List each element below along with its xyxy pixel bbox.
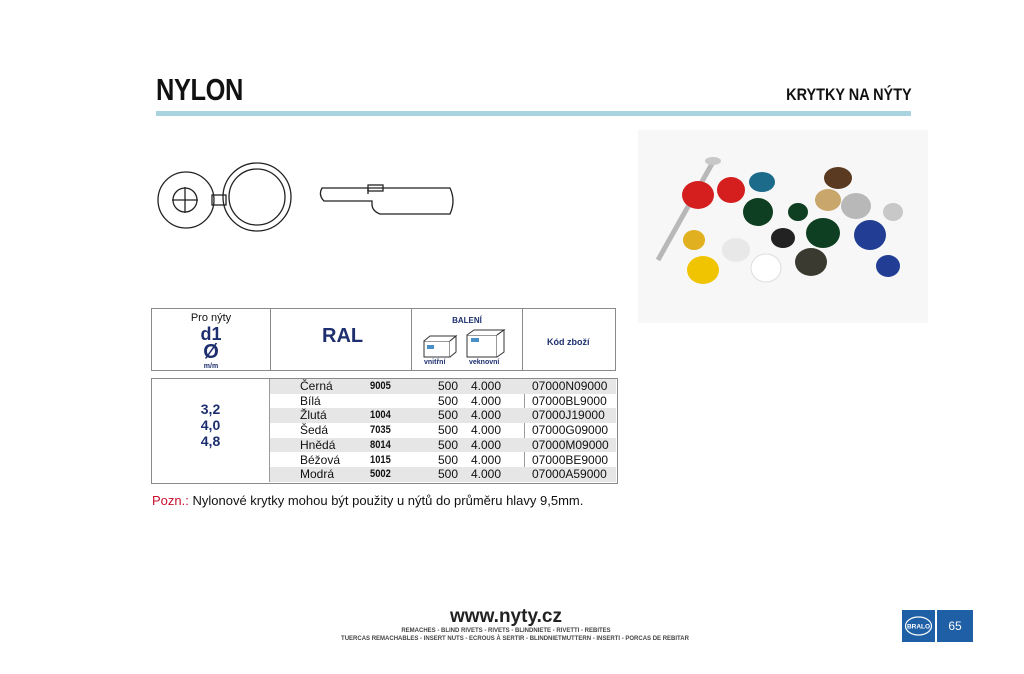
header-kod xyxy=(523,309,615,370)
bralo-logo-icon xyxy=(902,610,935,642)
logo-text: BRALO xyxy=(906,623,931,631)
table-row xyxy=(270,453,616,468)
product-code: 07000M09000 xyxy=(532,437,609,452)
color-name: Černá xyxy=(300,379,333,393)
table-row xyxy=(270,394,616,409)
table-row xyxy=(270,379,616,394)
header-pro-nyty xyxy=(152,309,271,370)
ral-code: 9005 xyxy=(370,380,391,392)
pro-nyty-label: Pro nýty xyxy=(190,312,232,324)
product-photo xyxy=(638,130,928,323)
page-title: NYLON xyxy=(156,72,243,107)
table-row xyxy=(270,467,616,482)
unit-label: m/m xyxy=(203,363,219,370)
page-number: 65 xyxy=(937,610,973,642)
outer-pack: 4.000 xyxy=(471,452,502,467)
product-code: 07000J19000 xyxy=(532,408,605,423)
inner-pack: 500 xyxy=(438,452,459,467)
ral-code: 5002 xyxy=(370,468,391,481)
note xyxy=(152,493,583,508)
color-name: Modrá xyxy=(300,467,335,482)
diameter-symbol: Ø xyxy=(203,341,219,363)
color-name: Šedá xyxy=(300,423,329,438)
header-baleni xyxy=(412,309,523,370)
note-text: Nylonové krytky mohou být použity u nýtů do průměru hlavy 9,5mm. xyxy=(188,493,584,508)
vnitrni-label: vnitřní xyxy=(424,359,446,366)
nylon-caps-illustration xyxy=(638,130,928,323)
outer-pack: 4.000 xyxy=(471,393,502,408)
inner-pack: 500 xyxy=(438,467,459,482)
ral-code: 7035 xyxy=(370,424,391,437)
inner-pack: 500 xyxy=(438,423,459,438)
product-code: 07000BL9000 xyxy=(532,393,607,408)
data-table xyxy=(151,378,618,484)
color-name: Žlutá xyxy=(300,408,327,423)
header-rule xyxy=(156,111,911,116)
size-value: 4,8 xyxy=(200,433,221,449)
ral-code: 1015 xyxy=(370,453,391,466)
product-code: 07000G09000 xyxy=(532,423,609,438)
inner-pack: 500 xyxy=(438,393,459,408)
table-row xyxy=(270,438,616,453)
inner-pack: 500 xyxy=(438,379,459,393)
table-row xyxy=(270,408,616,423)
outer-pack: 4.000 xyxy=(471,423,502,438)
size-value: 3,2 xyxy=(200,401,221,417)
kod-label: Kód zboží xyxy=(547,337,590,347)
ral-code: 1004 xyxy=(370,409,391,422)
baleni-label: BALENÍ xyxy=(452,316,482,325)
product-code: 07000BE9000 xyxy=(532,452,609,467)
footer-tagline: REMACHES - BLIND RIVETS - RIVETS - BLINDNIETE - RIVETTI - REBITES xyxy=(401,628,611,634)
box-icon xyxy=(422,329,517,359)
veknovni-label: veknovní xyxy=(469,359,500,366)
note-label: Pozn.: xyxy=(152,493,189,508)
product-code: 07000N09000 xyxy=(532,379,608,393)
rivet-sizes xyxy=(152,379,270,482)
technical-drawing xyxy=(150,155,460,240)
outer-pack: 4.000 xyxy=(471,379,502,393)
color-name: Hnědá xyxy=(300,437,336,452)
product-code: 07000A59000 xyxy=(532,467,607,482)
inner-pack: 500 xyxy=(438,408,459,423)
size-value: 4,0 xyxy=(200,417,221,433)
outer-pack: 4.000 xyxy=(471,467,502,482)
page-subtitle: KRYTKY NA NÝTY xyxy=(786,85,912,104)
outer-pack: 4.000 xyxy=(471,437,502,452)
ral-label: RAL xyxy=(322,325,364,347)
table-header xyxy=(151,308,616,371)
header-ral xyxy=(271,309,412,370)
inner-pack: 500 xyxy=(438,437,459,452)
website-url[interactable]: www.nyty.cz xyxy=(450,606,562,627)
d1-label: d1 xyxy=(200,324,222,344)
bralo-logo xyxy=(902,610,935,642)
outer-pack: 4.000 xyxy=(471,408,502,423)
color-name: Bílá xyxy=(300,393,321,408)
color-name: Béžová xyxy=(300,452,341,467)
table-row xyxy=(270,423,616,438)
footer-tagline-2: TUERCAS REMACHABLES - INSERT NUTS - ECROUS À SERTIR - BLINDNIETMUTTERN - INSERTI - PORCAS DE REBITAR xyxy=(341,636,689,642)
ral-code: 8014 xyxy=(370,438,391,451)
